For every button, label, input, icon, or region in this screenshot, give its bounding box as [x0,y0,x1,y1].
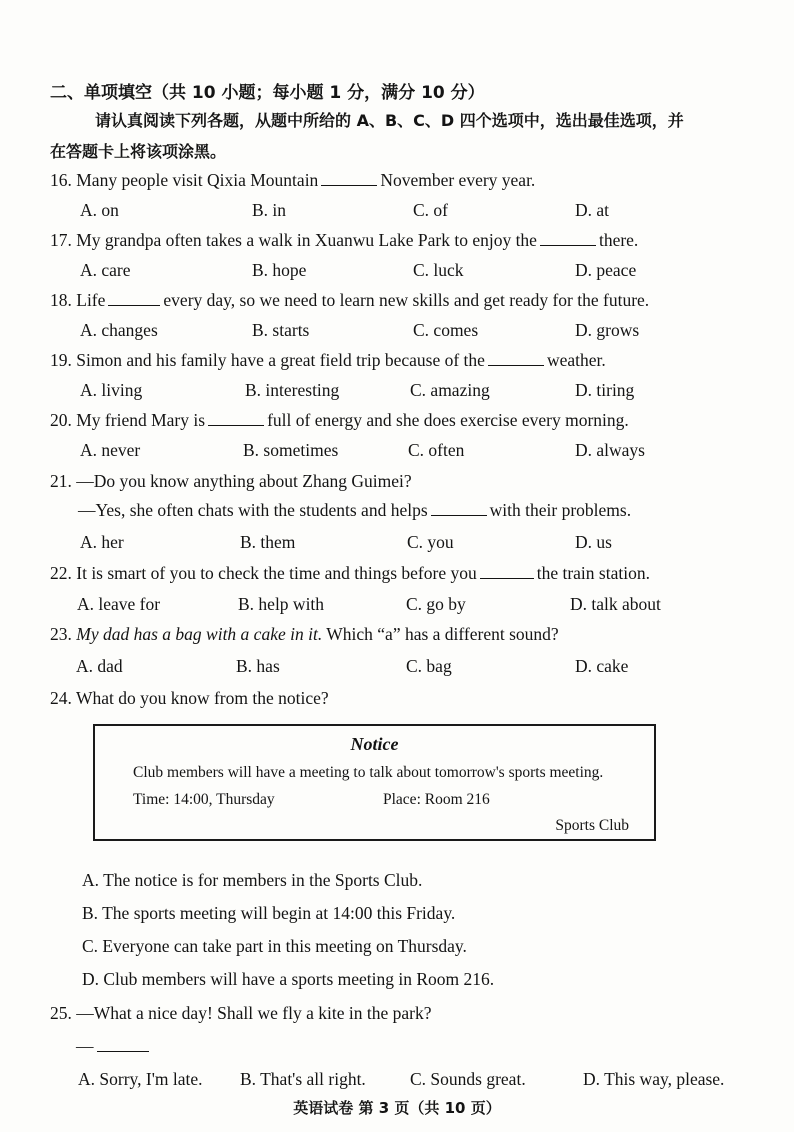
question-text-before: It is smart of you to check the time and things before you [76,563,477,583]
option-d: D. This way, please. [583,1069,725,1089]
instruction-line-2: 在答题卡上将该项涂黑。 [50,142,227,161]
question-21 [50,471,412,492]
question-text-before: Simon and his family have a great field trip because of the [76,350,485,370]
option-a: A. never [80,440,141,460]
question-16 [50,170,535,191]
option-d: D. always [575,440,645,460]
option-a: A. dad [76,656,123,676]
option-d: D. tiring [575,380,635,400]
option-a: A. her [80,532,124,552]
notice-text: Club members will have a meeting to talk about tomorrow's sports meeting. [133,764,604,781]
option-b: B. hope [252,260,307,280]
question-number: 17. [50,230,72,250]
option-c: C. bag [406,656,452,676]
option-b: B. in [252,200,287,220]
question-23 [50,624,559,645]
option-b: B. sometimes [243,440,339,460]
option-b: B. That's all right. [240,1069,366,1089]
question-25 [50,1003,431,1024]
dialogue-line-1: —What a nice day! Shall we fly a kite in the park? [76,1003,432,1023]
question-number: 18. [50,290,72,310]
answer-blank [208,424,264,426]
answer-blank [97,1050,149,1052]
question-text-after: there. [598,230,639,250]
option-c: C. you [407,532,454,552]
notice-box [93,724,656,841]
answer-blank [431,514,487,516]
question-text-after: the train station. [536,563,650,583]
option-c: C. of [413,200,448,220]
question-number: 23. [50,624,72,644]
question-17 [50,230,638,251]
question-text-before: —Yes, she often chats with the students and helps [78,500,428,520]
option-b: B. has [236,656,280,676]
question-number: 20. [50,410,72,430]
instruction-line-1: 请认真阅读下列各题，从题中所给的 A、B、C、D 四个选项中，选出最佳选项，并 [95,111,684,130]
option-a: A. changes [80,320,158,340]
answer-blank [321,184,377,186]
question-number: 19. [50,350,72,370]
question-text: What do you know from the notice? [75,688,329,708]
option-d: D. us [575,532,612,552]
question-18 [50,290,649,311]
question-25-reply [76,1036,152,1057]
question-24 [50,688,329,709]
option-c: C. often [408,440,465,460]
option-b: B. interesting [245,380,340,400]
option-d: D. talk about [570,594,661,614]
option-d: D. grows [575,320,640,340]
option-d: D. cake [575,656,629,676]
notice-place: Place: Room 216 [383,791,490,808]
q24-option-c: C. Everyone can take part in this meeting on Thursday. [82,936,467,956]
q24-option-d: D. Club members will have a sports meeting in Room 216. [82,969,495,989]
answer-blank [108,304,160,306]
question-text-before: Many people visit Qixia Mountain [76,170,319,190]
question-text-before: My grandpa often takes a walk in Xuanwu Lake Park to enjoy the [76,230,537,250]
question-19 [50,350,606,371]
answer-blank [480,577,534,579]
answer-blank [540,244,596,246]
option-c: C. luck [413,260,464,280]
question-number: 22. [50,563,72,583]
answer-blank [488,364,544,366]
option-c: C. comes [413,320,479,340]
question-22 [50,563,650,584]
option-a: A. on [80,200,119,220]
notice-signature: Sports Club [555,817,629,834]
option-d: D. peace [575,260,637,280]
option-a: A. living [80,380,143,400]
notice-title: Notice [350,734,399,754]
option-b: B. them [240,532,296,552]
question-text-after: November every year. [380,170,536,190]
section-title: 二、单项填空（共 10 小题；每小题 1 分，满分 10 分） [50,83,485,103]
question-number: 24. [50,688,72,708]
dialogue-line-1: —Do you know anything about Zhang Guimei? [76,471,412,491]
q24-option-a: A. The notice is for members in the Sports Club. [82,870,423,890]
question-number: 25. [50,1003,72,1023]
question-number: 16. [50,170,72,190]
italic-sentence: My dad has a bag with a cake in it. [76,624,323,644]
question-text-before: My friend Mary is [76,410,206,430]
question-text-after: every day, so we need to learn new skills and get ready for the future. [163,290,650,310]
option-a: A. Sorry, I'm late. [78,1069,203,1089]
option-c: C. go by [406,594,466,614]
question-text-after: with their problems. [489,500,632,520]
question-21-reply [78,500,631,521]
question-number: 21. [50,471,72,491]
dash: — [76,1036,94,1056]
option-b: B. starts [252,320,310,340]
question-text-after: Which “a” has a different sound? [326,624,559,644]
question-text-before: Life [76,290,106,310]
option-b: B. help with [238,594,325,614]
notice-time: Time: 14:00, Thursday [133,791,275,808]
question-20 [50,410,629,431]
option-c: C. amazing [410,380,490,400]
option-a: A. care [80,260,131,280]
option-d: D. at [575,200,610,220]
option-a: A. leave for [77,594,161,614]
q24-option-b: B. The sports meeting will begin at 14:00 this Friday. [82,903,456,923]
option-c: C. Sounds great. [410,1069,526,1089]
page-footer: 英语试卷 第 3 页（共 10 页） [293,1099,501,1117]
question-text-after: weather. [546,350,606,370]
question-text-after: full of energy and she does exercise every morning. [267,410,629,430]
